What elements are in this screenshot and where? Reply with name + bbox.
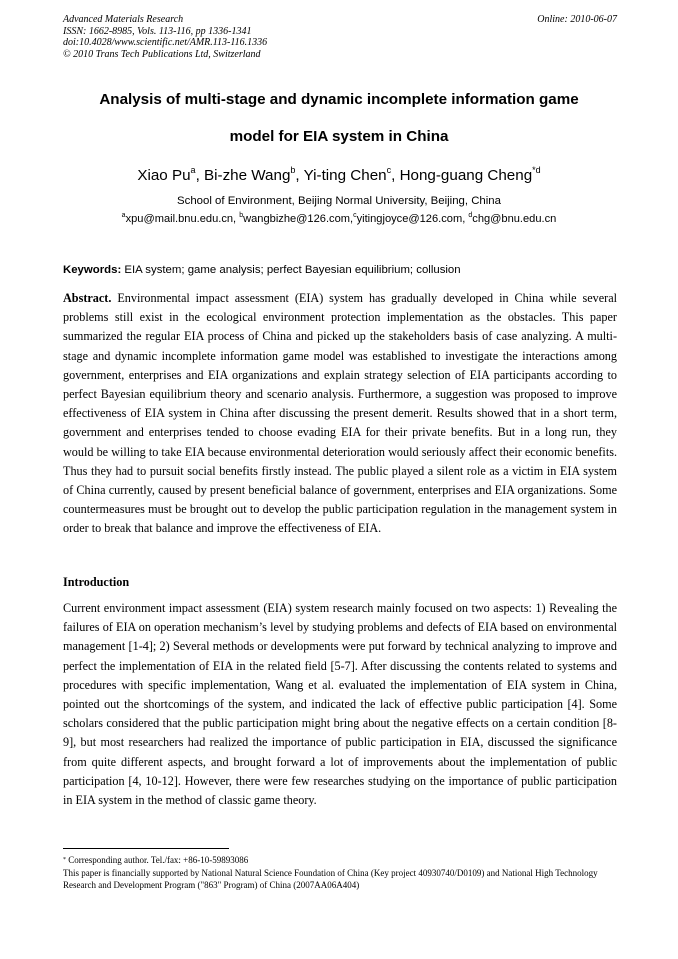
- author-mark: *d: [532, 165, 541, 175]
- abstract-text: Environmental impact assessment (EIA) system has gradually developed in China while several problems still exist in the ecological environment protection implementation as the obstacles. This paper summarized the regular EIA process of China and picked up the stakeholders basis of case analyzing. A multi-stage and dynamic incomplete information game model was established to investigate the interactions among government, enterprises and EIA organizations and explain strategy selection of EIA participants according to perfect Bayesian equilibrium theory and scenario analysis. Furthermore, a suggestion was proposed to improve effectiveness of EIA system in China after discussing the present demerit. Results showed that in a short term, government and enterprises tended to choose evading EIA for their private benefits. But in a long run, they would be willing to take EIA because environmental deterioration would seriously affect their economic benefits. Thus they had to pursuit social benefits firstly instead. The public played a silent role as a victim in EIA system of China currently, caused by present beneficial balance of government, enterprises and EIA organizations. Some countermeasures must be brought out to develop the public participation regulation in the management system in order to break that balance and improve the effectiveness of EIA.: [63, 291, 618, 536]
- email-mark: c: [353, 212, 357, 219]
- email-address: chg@bnu.edu.cn: [472, 213, 557, 225]
- affiliation: School of Environment, Beijing Normal University, Beijing, China: [177, 195, 501, 207]
- author: Yi-ting Chen: [303, 167, 387, 184]
- paper-title-line-2: model for EIA system in China: [229, 128, 449, 145]
- online-date: Online: 2010-06-07: [537, 14, 617, 25]
- email-address: wangbizhe@126.com: [243, 213, 350, 225]
- issn-line: ISSN: 1662-8985, Vols. 113-116, pp 1336-1341: [63, 25, 252, 37]
- author-mark: c: [386, 165, 392, 175]
- author-separator: ,: [195, 167, 205, 184]
- author-mark: b: [290, 165, 296, 175]
- author: Hong-guang Cheng: [399, 167, 533, 184]
- email-separator: ,: [233, 213, 240, 225]
- journal-header: [63, 14, 617, 60]
- keywords-text: EIA system; game analysis; perfect Bayesian equilibrium; collusion: [124, 264, 461, 276]
- keywords-label: Keywords:: [63, 264, 122, 276]
- doi-line: doi:10.4028/www.scientific.net/AMR.113-116.1336: [63, 37, 268, 48]
- author: Bi-zhe Wang: [204, 167, 291, 184]
- author-list: [40, 167, 638, 184]
- paper-title-line-1: Analysis of multi-stage and dynamic incomplete information game: [99, 91, 579, 108]
- author: Xiao Pu: [137, 167, 191, 184]
- author-separator: ,: [391, 167, 400, 184]
- email-address: yitingjoyce@126.com: [356, 213, 463, 225]
- email-separator: ,: [462, 213, 469, 225]
- section-heading-introduction: Introduction: [63, 575, 130, 589]
- journal-name: Advanced Materials Research: [63, 14, 184, 25]
- email-mark: b: [239, 212, 244, 219]
- introduction-paragraph: Current environment impact assessment (EIA) system research mainly focused on two aspects: 1) Revealing the failures of EIA on operation mechanism’s level by studying problems and defects of EIA based on environmental management [1-4]; 2) Several methods or developments were put forward by technical analyzing to improve and perfect the implementation of EIA in the related field [5-7]. After discussing the contents related to systems and procedures with specific implementation, Wang et al. evaluated the implementation of EIA system in China, pointed out the shortcomings of the system, and indicated the lack of effective public participation [4]. Some scholars considered that the public participation might bring about the negative effects on a certain condition [8-9], but most researchers had realized the importance of public participation in EIA, discussed the significance from quite different aspects, and brought forward a lot of improvements about the implementation of public participation [4, 10-12]. However, there were few researches studying on the importance of public participation in EIA system in the method of classic game theory.: [63, 601, 617, 808]
- abstract: [63, 289, 617, 539]
- copyright-line: © 2010 Trans Tech Publications Ltd, Switzerland: [63, 48, 261, 60]
- email-address: xpu@mail.bnu.edu.cn: [125, 213, 234, 225]
- footnote-corresponding-text: Corresponding author. Tel./fax: +86-10-59893086: [68, 855, 249, 865]
- author-mark: a: [190, 165, 196, 175]
- email-mark: d: [468, 212, 473, 219]
- footnote-funding: This paper is financially supported by National Natural Science Foundation of China (Key project 40930740/D0109) and National High Technology Research and Development Program ("863" Program) of China (2007AA06A404): [63, 868, 598, 890]
- keywords: [63, 264, 617, 276]
- footnote-divider: [63, 848, 229, 849]
- email-list: [30, 213, 648, 225]
- footnote-corresponding: [63, 855, 623, 867]
- email-separator: ,: [349, 213, 354, 225]
- footnote-mark: *: [63, 857, 66, 863]
- author-separator: ,: [295, 167, 304, 184]
- abstract-label: Abstract.: [63, 291, 112, 305]
- email-mark: a: [121, 212, 126, 219]
